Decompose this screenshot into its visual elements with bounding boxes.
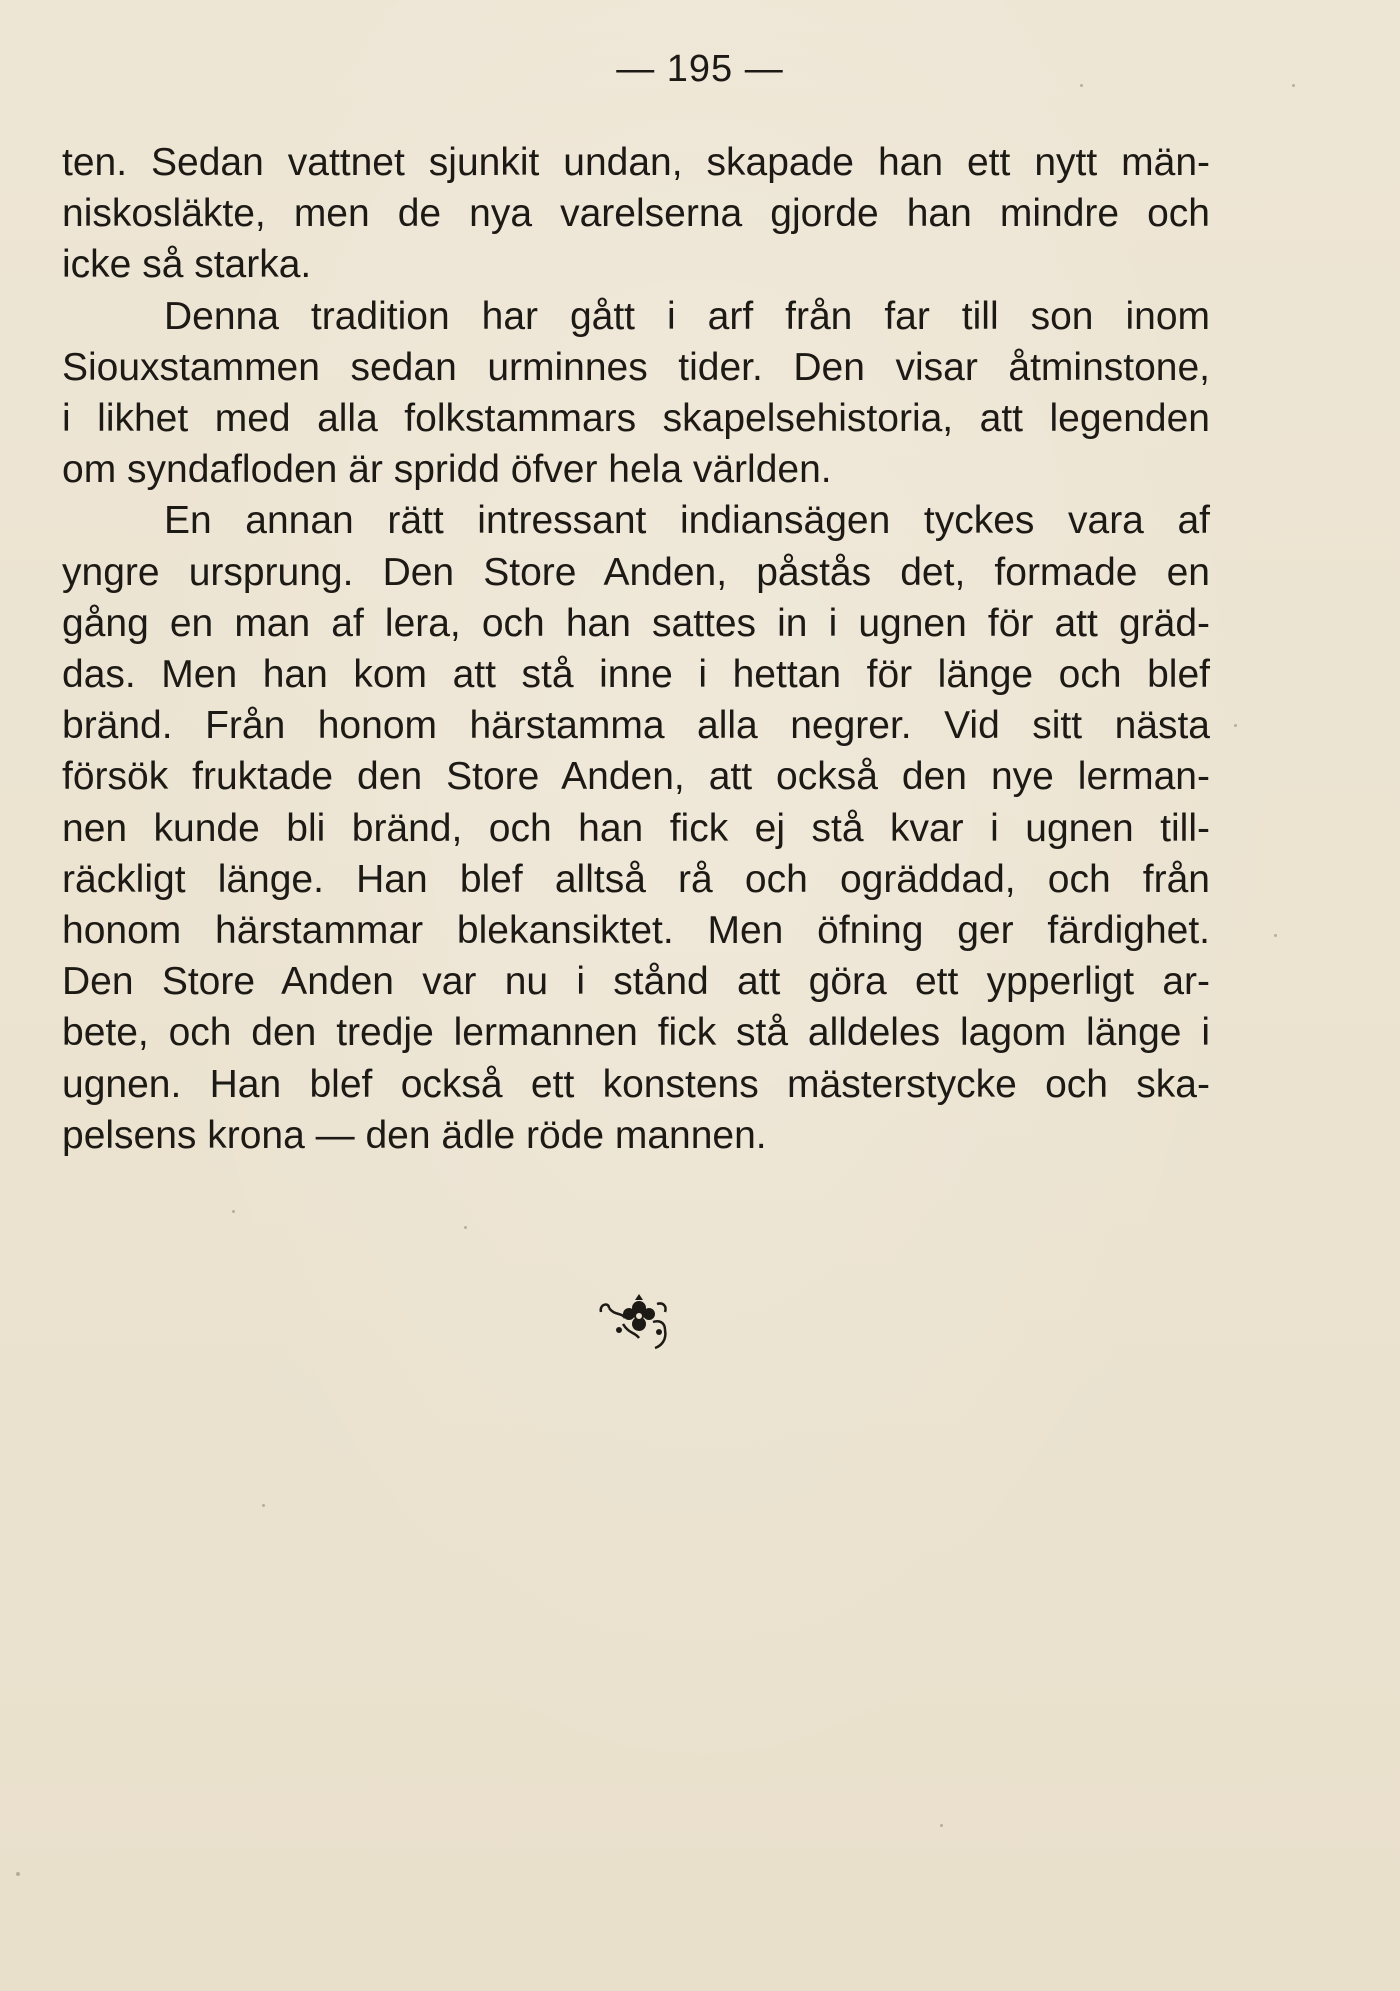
text-line-11: das. Men han kom att stå inne i hettan för länge och blef — [62, 653, 1210, 697]
text-line-18: bete, och den tredje lermannen fick stå alldeles lagom länge i — [62, 1011, 1210, 1055]
text-line-9: yngre ursprung. Den Store Anden, påstås det, formade en — [62, 550, 1210, 594]
text-line-14: nen kunde bli bränd, och han fick ej stå kvar i ugnen till- — [62, 806, 1210, 850]
text-line-7: om syndafloden är spridd öfver hela världen. — [62, 448, 832, 492]
paper-speck — [1292, 84, 1295, 87]
paper-speck — [940, 1824, 943, 1827]
page-number: — 195 — — [616, 48, 784, 90]
text-line-13: försök fruktade den Store Anden, att också den nye lerman- — [62, 755, 1210, 799]
text-line-15: räckligt länge. Han blef alltså rå och ogräddad, och från — [62, 857, 1210, 901]
paper-speck — [1080, 84, 1083, 87]
floral-vignette-icon — [595, 1292, 685, 1352]
paper-speck — [232, 1210, 235, 1213]
paper-speck — [16, 1872, 20, 1876]
body-text — [62, 137, 1210, 1161]
text-line-1: ten. Sedan vattnet sjunkit undan, skapade han ett nytt män- — [62, 141, 1210, 184]
text-line-17: Den Store Anden var nu i stånd att göra ett ypperligt ar- — [62, 960, 1210, 1004]
text-line-6: i likhet med alla folkstammars skapelsehistoria, att legenden — [62, 397, 1210, 441]
text-line-5: Siouxstammen sedan urminnes tider. Den visar åtminstone, — [62, 345, 1210, 389]
paper-speck — [1234, 724, 1237, 727]
paper-speck — [1274, 934, 1277, 937]
text-line-16: honom härstammar blekansiktet. Men öfning ger färdighet. — [62, 909, 1210, 953]
text-line-2: niskosläkte, men de nya varelserna gjorde han mindre och — [62, 192, 1210, 236]
text-line-10: gång en man af lera, och han sattes in i ugnen för att gräd- — [62, 601, 1210, 645]
text-line-8: En annan rätt intressant indiansägen tyckes vara af — [164, 499, 1210, 543]
paper-speck — [262, 1504, 265, 1507]
text-line-12: bränd. Från honom härstamma alla negrer. Vid sitt nästa — [62, 704, 1210, 748]
text-line-3: icke så starka. — [62, 243, 312, 287]
text-line-4: Denna tradition har gått i arf från far till son inom — [164, 294, 1210, 338]
text-line-19: ugnen. Han blef också ett konstens mästerstycke och ska- — [62, 1062, 1210, 1106]
paper-speck — [464, 1226, 467, 1229]
text-line-20: pelsens krona — den ädle röde mannen. — [62, 1113, 767, 1157]
